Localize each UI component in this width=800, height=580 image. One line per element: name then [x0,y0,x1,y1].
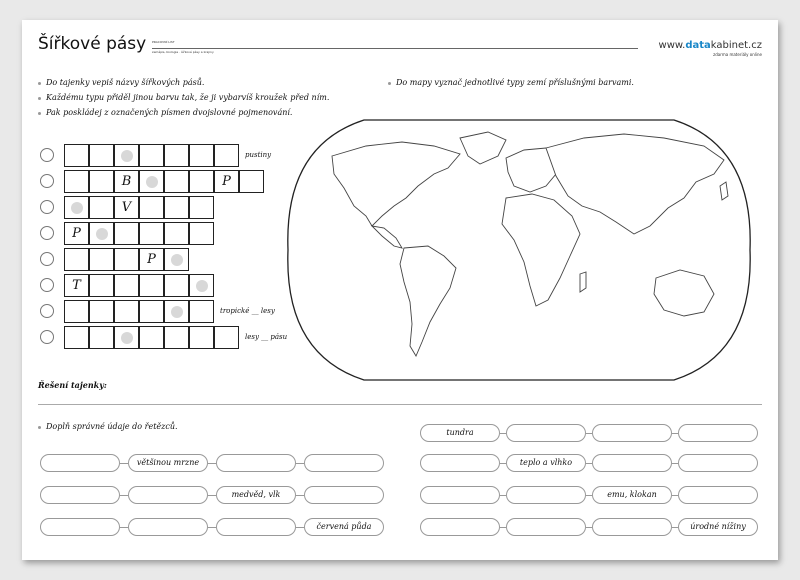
bullet-icon [388,82,391,85]
chains-instruction: Doplň správné údaje do řetězců. [38,422,178,431]
bullet-icon [38,426,41,429]
crossword-cell[interactable] [164,248,189,271]
given-letter: V [121,200,132,215]
chain-field[interactable] [128,486,208,504]
chain-field[interactable] [592,424,672,442]
crossword-cell[interactable] [139,274,164,297]
chain-field: medvěd, vlk [216,486,296,504]
chain-link [120,527,128,528]
color-circle[interactable] [40,330,54,344]
crossword-cell[interactable] [89,196,114,219]
crossword-cell[interactable] [139,326,164,349]
crossword-cell[interactable] [89,300,114,323]
crossword-cell[interactable] [114,326,139,349]
crossword-cell[interactable] [164,144,189,167]
chain-field[interactable] [40,454,120,472]
chain-field[interactable] [592,518,672,536]
chain-link [208,527,216,528]
crossword-cell[interactable] [114,248,139,271]
solution-label: Řešení tajenky: [38,380,107,390]
crossword-cell[interactable] [189,144,214,167]
chain-field: červená půda [304,518,384,536]
color-circle[interactable] [40,252,54,266]
chain-field[interactable] [678,424,758,442]
crossword-cell[interactable] [114,274,139,297]
crossword-cell[interactable] [139,144,164,167]
chain-field[interactable] [506,486,586,504]
given-letter: P [72,226,81,241]
crossword-cell[interactable] [64,170,89,193]
crossword-cell[interactable] [89,274,114,297]
header-subtitle-2: zeměpis, biologie · šířkové pásy a krajiny [152,50,214,54]
chain-link [120,495,128,496]
color-circle[interactable] [40,148,54,162]
crossword-cell[interactable] [164,274,189,297]
instruction-map: Do mapy vyznač jednotlivé typy zemí příslušnými barvami. [388,78,634,87]
chain-field[interactable] [506,424,586,442]
header-rule [152,48,638,49]
crossword-cell[interactable] [189,300,214,323]
crossword-cell[interactable] [139,170,164,193]
crossword-cell[interactable] [189,326,214,349]
crossword-cell[interactable] [114,196,139,219]
chain-field[interactable] [678,454,758,472]
chain-link [296,495,304,496]
marked-cell-dot [121,332,133,344]
row-hint: tropické __ lesy [220,307,275,315]
color-circle[interactable] [40,304,54,318]
crossword-cell[interactable] [114,170,139,193]
crossword-cell[interactable] [114,222,139,245]
world-map [284,116,754,384]
chain-field[interactable] [128,518,208,536]
crossword-cell[interactable] [139,222,164,245]
bullet-icon [38,97,41,100]
bullet-icon [38,112,41,115]
row-hint: lesy __ pásu [245,333,288,341]
chain-field[interactable] [304,454,384,472]
crossword-cell[interactable] [64,248,89,271]
crossword-cell[interactable] [214,170,239,193]
crossword-cell[interactable] [64,196,89,219]
crossword-cell[interactable] [164,170,189,193]
chain-field[interactable] [304,486,384,504]
instruction-2: Každému typu přiděl jinou barvu tak, že ji vybarvíš kroužek před ním. [38,93,329,102]
chain-field[interactable] [506,518,586,536]
bullet-icon [38,82,41,85]
crossword-cell[interactable] [64,222,89,245]
chain-field[interactable] [216,454,296,472]
chain-field[interactable] [420,454,500,472]
chain-field: úrodné nížiny [678,518,758,536]
crossword-cell[interactable] [164,326,189,349]
marked-cell-dot [171,306,183,318]
crossword-cell[interactable] [189,196,214,219]
crossword-cell[interactable] [89,248,114,271]
worksheet [22,20,778,560]
crossword-cell[interactable] [89,144,114,167]
crossword-cell[interactable] [139,248,164,271]
page-title: Šířkové pásy [38,34,147,54]
crossword-cell[interactable] [64,300,89,323]
color-circle[interactable] [40,278,54,292]
instruction-1: Do tajenky vepiš názvy šířkových pásů. [38,78,204,87]
chain-field[interactable] [40,486,120,504]
row-hint: pustiny [245,151,272,159]
brand-logo[interactable]: www.datakabinet.cz [658,40,762,51]
crossword-cell[interactable] [114,144,139,167]
chain-link [208,463,216,464]
instruction-3: Pak poskládej z označených písmen dvojslovné pojmenování. [38,108,292,117]
continent-australia [654,270,714,316]
section-divider [38,404,762,405]
color-circle[interactable] [40,200,54,214]
crossword-cell[interactable] [189,170,214,193]
crossword-cell[interactable] [164,300,189,323]
brand-tagline: zdarma materiály online [713,52,762,57]
marked-cell-dot [71,202,83,214]
chain-field[interactable] [40,518,120,536]
chain-link [120,463,128,464]
crossword-cell[interactable] [89,326,114,349]
chain-field[interactable] [678,486,758,504]
crossword-cell[interactable] [89,170,114,193]
crossword-cell[interactable] [164,196,189,219]
chain-field[interactable] [420,518,500,536]
chain-field: emu, klokan [592,486,672,504]
marked-cell-dot [121,150,133,162]
chain-link [296,463,304,464]
chain-link [208,495,216,496]
marked-cell-dot [96,228,108,240]
crossword-cell[interactable] [89,222,114,245]
color-circle[interactable] [40,174,54,188]
crossword-cell[interactable] [239,170,264,193]
chain-field: teplo a vlhko [506,454,586,472]
given-letter: B [121,174,132,189]
continent-japan [720,182,728,200]
chain-field: většinou mrzne [128,454,208,472]
marked-cell-dot [171,254,183,266]
crossword-cell[interactable] [114,300,139,323]
marked-cell-dot [146,176,158,188]
given-letter: T [72,278,81,293]
crossword-cell[interactable] [214,326,239,349]
crossword-cell[interactable] [189,222,214,245]
marked-cell-dot [196,280,208,292]
chain-field[interactable] [592,454,672,472]
color-circle[interactable] [40,226,54,240]
crossword-cell[interactable] [164,222,189,245]
chain-field[interactable] [420,486,500,504]
crossword-cell[interactable] [139,300,164,323]
crossword-cell[interactable] [64,144,89,167]
crossword-cell[interactable] [189,274,214,297]
header-subtitle: PRACOVNÍ LIST [152,40,175,44]
crossword-cell[interactable] [214,144,239,167]
chain-link [296,527,304,528]
crossword-cell[interactable] [139,196,164,219]
continent-madagascar [580,272,586,292]
crossword-cell[interactable] [64,274,89,297]
chain-field[interactable] [216,518,296,536]
chain-field: tundra [420,424,500,442]
given-letter: P [222,174,231,189]
given-letter: P [147,252,156,267]
crossword-cell[interactable] [64,326,89,349]
